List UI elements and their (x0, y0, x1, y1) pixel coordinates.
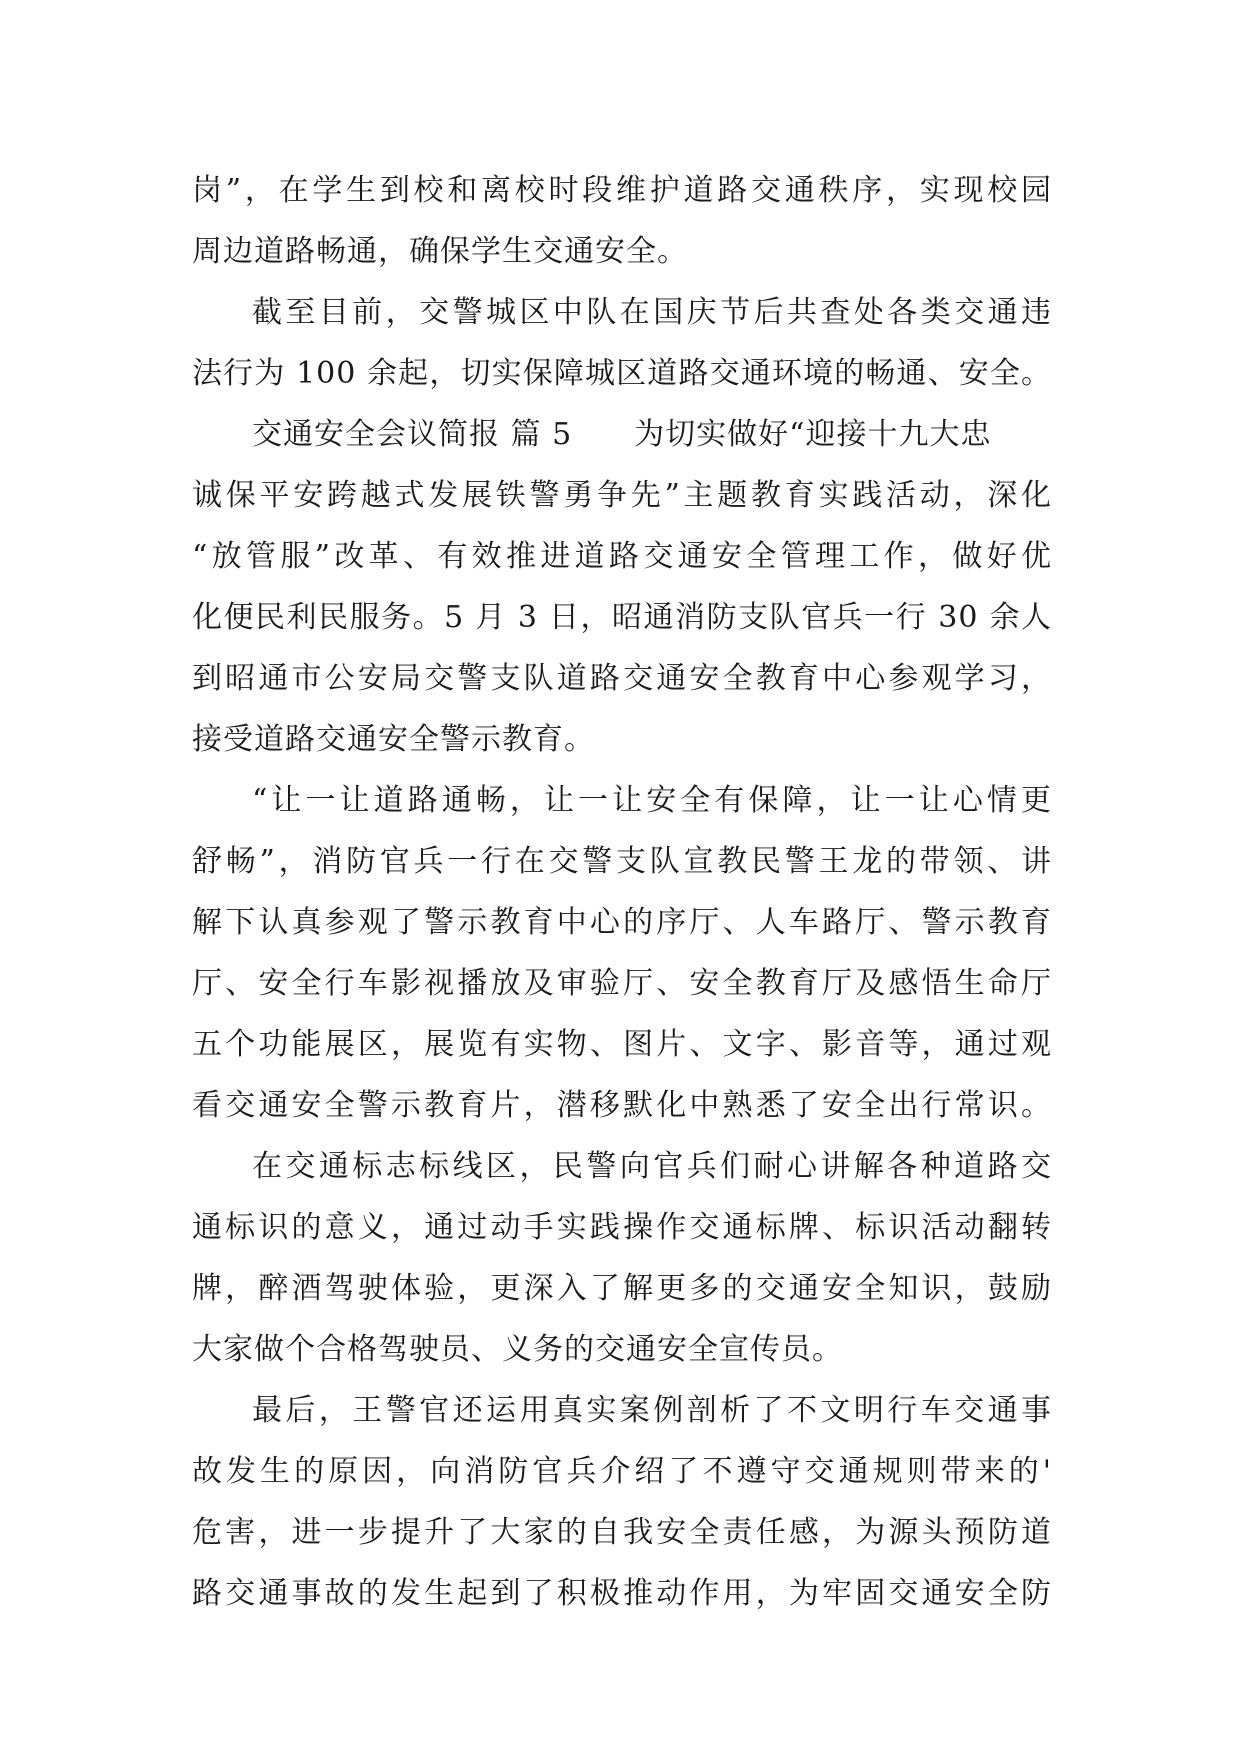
text-line: 岗”，在学生到校和离校时段维护道路交通秩序，实现校园 (192, 173, 1052, 208)
text-line: 大家做个合格驾驶员、义务的交通安全宣传员。 (192, 1332, 843, 1367)
paragraph-start-line: 截至目前，交警城区中队在国庆节后共查处各类交通违 (252, 295, 1052, 330)
section-heading-line (192, 404, 1052, 465)
text-line: 危害，进一步提升了大家的自我安全责任感，为源头预防道 (192, 1515, 1052, 1550)
text-line: 厅、安全行车影视播放及审验厅、安全教育厅及感悟生命厅 (192, 966, 1052, 1001)
text-line: 化便民利民服务。5 月 3 日，昭通消防支队官兵一行 30 余人 (192, 600, 1052, 635)
paragraph-start-line: 在交通标志标线区，民警向官兵们耐心讲解各种道路交 (252, 1149, 1052, 1184)
text-line: 路交通事故的发生起到了积极推动作用，为牢固交通安全防 (192, 1576, 1052, 1611)
text-line: 解下认真参观了警示教育中心的序厅、人车路厅、警示教育 (192, 905, 1052, 940)
text-line: 法行为 100 余起，切实保障城区道路交通环境的畅通、安全。 (192, 356, 1052, 391)
text-line: 接受道路交通安全警示教育。 (192, 722, 595, 757)
text-line: 周边道路畅通，确保学生交通安全。 (192, 234, 688, 269)
section-heading-continuation: 为切实做好“迎接十九大忠 (634, 417, 992, 452)
text-line: 舒畅”，消防官兵一行在交警支队宣教民警王龙的带领、讲 (192, 844, 1052, 879)
text-line: 牌，醉酒驾驶体验，更深入了解更多的交通安全知识，鼓励 (192, 1271, 1052, 1306)
paragraph-start-line: “让一让道路通畅，让一让安全有保障，让一让心情更 (252, 783, 1052, 818)
text-line: 通标识的意义，通过动手实践操作交通标牌、标识活动翻转 (192, 1210, 1052, 1245)
text-line: “放管服”改革、有效推进道路交通安全管理工作，做好优 (192, 539, 1052, 574)
section-heading: 交通安全会议简报 篇 5 (252, 417, 573, 452)
text-line: 五个功能展区，展览有实物、图片、文字、影音等，通过观 (192, 1027, 1052, 1062)
text-line: 看交通安全警示教育片，潜移默化中熟悉了安全出行常识。 (192, 1088, 1052, 1123)
paragraph-start-line: 最后，王警官还运用真实案例剖析了不文明行车交通事 (252, 1393, 1052, 1428)
text-line: 诚保平安跨越式发展铁警勇争先”主题教育实践活动，深化 (192, 478, 1052, 513)
text-line: 到昭通市公安局交警支队道路交通安全教育中心参观学习， (192, 661, 1052, 696)
body-text (192, 160, 1052, 1624)
text-line: 故发生的原因，向消防官兵介绍了不遵守交通规则带来的' (192, 1454, 1052, 1489)
